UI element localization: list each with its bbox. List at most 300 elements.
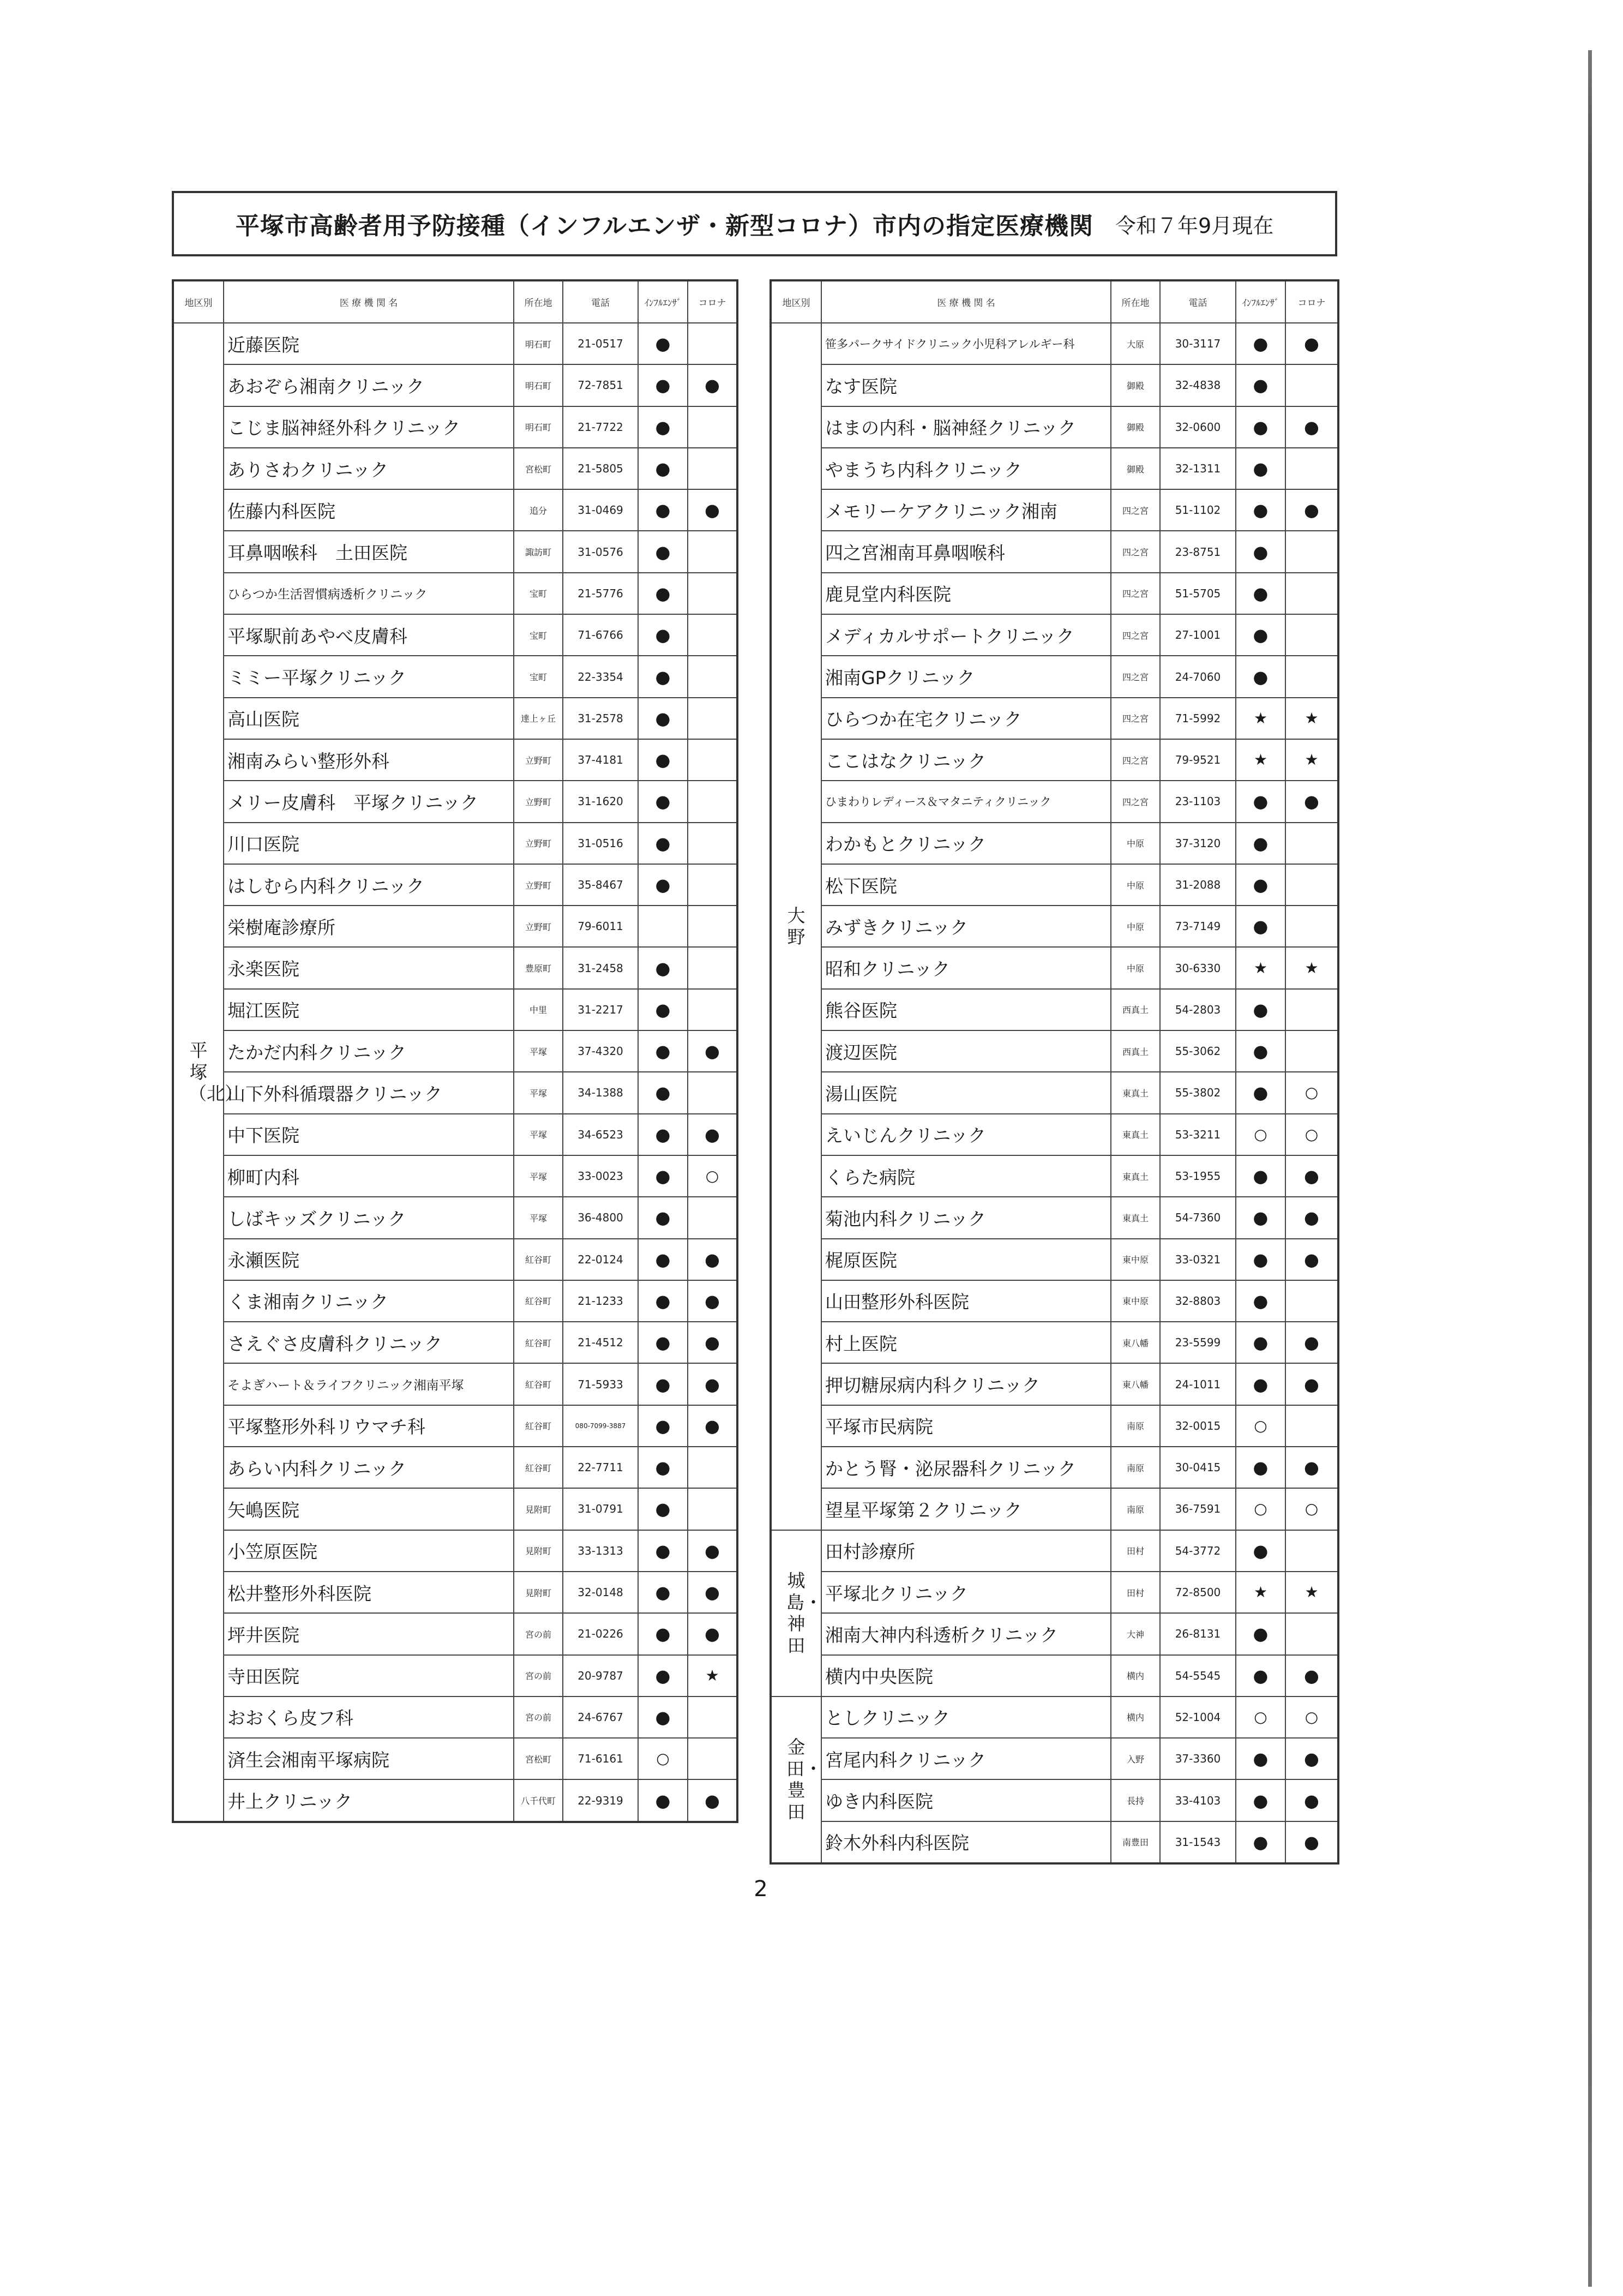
table-row (771, 864, 1338, 906)
clinic-phone: 54-5545 (1160, 1655, 1236, 1696)
flu-mark: ○ (1236, 1405, 1285, 1447)
flu-mark: ● (1236, 489, 1285, 531)
clinic-phone: 72-7851 (563, 364, 638, 406)
clinic-address: 宝町 (514, 656, 563, 697)
flu-mark: ● (638, 448, 688, 489)
clinic-phone: 27-1001 (1160, 614, 1236, 656)
covid-mark: ● (688, 1613, 737, 1654)
covid-mark (1285, 823, 1338, 864)
clinic-phone: 31-0516 (563, 823, 638, 864)
flu-mark: ★ (1236, 739, 1285, 781)
covid-mark: ★ (1285, 1572, 1338, 1613)
table-row (173, 406, 737, 448)
clinic-phone: 36-4800 (563, 1197, 638, 1238)
table-row (173, 1239, 737, 1280)
table-row (771, 1655, 1338, 1696)
clinic-address: 田村 (1111, 1530, 1160, 1572)
covid-mark (1285, 1405, 1338, 1447)
covid-mark: ● (1285, 406, 1338, 448)
clinic-name: 川口医院 (224, 823, 514, 864)
header-flu: ｲﾝﾌﾙｴﾝｻﾞ (1236, 280, 1285, 323)
flu-mark: ● (638, 989, 688, 1030)
flu-mark: ● (638, 1030, 688, 1072)
clinic-address: 見附町 (514, 1572, 563, 1613)
flu-mark: ● (1236, 1738, 1285, 1779)
flu-mark: ● (1236, 1447, 1285, 1488)
clinic-phone: 35-8467 (563, 864, 638, 906)
clinic-phone: 33-0023 (563, 1155, 638, 1197)
clinic-phone: 34-6523 (563, 1114, 638, 1155)
clinic-name: えいじんクリニック (821, 1114, 1111, 1155)
covid-mark: ● (1285, 1363, 1338, 1405)
covid-mark (1285, 614, 1338, 656)
clinic-phone: 52-1004 (1160, 1696, 1236, 1738)
region-cell (771, 323, 821, 1530)
clinic-phone: 53-3211 (1160, 1114, 1236, 1155)
right-clinic-table (770, 279, 1339, 1865)
flu-mark: ● (638, 698, 688, 739)
covid-mark (1285, 1280, 1338, 1322)
table-row (771, 1322, 1338, 1363)
covid-mark (688, 698, 737, 739)
flu-mark: ● (1236, 1821, 1285, 1863)
clinic-phone: 22-3354 (563, 656, 638, 697)
clinic-address: 立野町 (514, 823, 563, 864)
region-cell (173, 323, 243, 1822)
clinic-name: 済生会湘南平塚病院 (224, 1738, 514, 1779)
table-row (771, 823, 1338, 864)
table-row (173, 364, 737, 406)
table-row (771, 781, 1338, 822)
clinic-address: 東八幡 (1111, 1322, 1160, 1363)
covid-mark (1285, 1613, 1338, 1654)
table-row (771, 906, 1338, 947)
flu-mark: ★ (1236, 1572, 1285, 1613)
table-row (173, 1613, 737, 1654)
covid-mark: ○ (1285, 1696, 1338, 1738)
clinic-name: くらた病院 (821, 1155, 1111, 1197)
clinic-phone: 31-0469 (563, 489, 638, 531)
clinic-name: ひらつか在宅クリニック (821, 698, 1111, 739)
clinic-phone: 31-1543 (1160, 1821, 1236, 1863)
clinic-name: 鈴木外科内科医院 (821, 1821, 1111, 1863)
clinic-phone: 31-0791 (563, 1488, 638, 1530)
covid-mark: ● (688, 1280, 737, 1322)
table-row (771, 989, 1338, 1030)
covid-mark (688, 1072, 737, 1113)
table-row (771, 1696, 1338, 1738)
clinic-name: くま湘南クリニック (224, 1280, 514, 1322)
covid-mark: ● (1285, 1655, 1338, 1696)
clinic-address: 南原 (1111, 1405, 1160, 1447)
clinic-name: 永瀬医院 (224, 1239, 514, 1280)
clinic-phone: 37-4320 (563, 1030, 638, 1072)
clinic-address: 追分 (514, 489, 563, 531)
clinic-address: 東中原 (1111, 1280, 1160, 1322)
clinic-phone: 54-2803 (1160, 989, 1236, 1030)
clinic-name: 渡辺医院 (821, 1030, 1111, 1072)
flu-mark: ● (1236, 656, 1285, 697)
covid-mark: ● (688, 1114, 737, 1155)
clinic-name: ミミー平塚クリニック (224, 656, 514, 697)
table-row (173, 1655, 737, 1696)
clinic-name: 湘南大神内科透析クリニック (821, 1613, 1111, 1654)
covid-mark (688, 864, 737, 906)
flu-mark: ● (1236, 406, 1285, 448)
clinic-name: 松井整形外科医院 (224, 1572, 514, 1613)
clinic-phone: 21-4512 (563, 1322, 638, 1363)
covid-mark (688, 1488, 737, 1530)
clinic-address: 平塚 (514, 1030, 563, 1072)
clinic-phone: 24-6767 (563, 1696, 638, 1738)
table-row (771, 1405, 1338, 1447)
covid-mark: ● (1285, 1155, 1338, 1197)
flu-mark: ● (1236, 1363, 1285, 1405)
clinic-address: 大神 (1111, 1613, 1160, 1654)
flu-mark: ● (1236, 1155, 1285, 1197)
clinic-address: 四之宮 (1111, 781, 1160, 822)
clinic-phone: 71-6766 (563, 614, 638, 656)
clinic-phone: 23-5599 (1160, 1322, 1236, 1363)
header-tel: 電話 (563, 280, 638, 323)
clinic-address: 平塚 (514, 1114, 563, 1155)
table-row (771, 1572, 1338, 1613)
covid-mark (688, 989, 737, 1030)
clinic-phone: 37-3120 (1160, 823, 1236, 864)
table-row (173, 1114, 737, 1155)
table-row (771, 1239, 1338, 1280)
clinic-name: はしむら内科クリニック (224, 864, 514, 906)
table-row (771, 573, 1338, 614)
table-row (771, 1280, 1338, 1322)
clinic-address: 明石町 (514, 406, 563, 448)
clinic-phone: 24-7060 (1160, 656, 1236, 697)
table-row (771, 1738, 1338, 1779)
clinic-phone: 55-3062 (1160, 1030, 1236, 1072)
flu-mark: ● (1236, 864, 1285, 906)
covid-mark: ○ (688, 1155, 737, 1197)
clinic-address: 大原 (1111, 323, 1160, 364)
clinic-address: 中原 (1111, 864, 1160, 906)
clinic-address: 立野町 (514, 739, 563, 781)
clinic-phone: 31-2458 (563, 947, 638, 988)
clinic-phone: 37-4181 (563, 739, 638, 781)
clinic-name: 湘南GPクリニック (821, 656, 1111, 697)
clinic-name: 押切糖尿病内科クリニック (821, 1363, 1111, 1405)
clinic-name: ありさわクリニック (224, 448, 514, 489)
clinic-name: 寺田医院 (224, 1655, 514, 1696)
clinic-phone: 32-0148 (563, 1572, 638, 1613)
table-row (173, 1030, 737, 1072)
flu-mark: ● (1236, 1613, 1285, 1654)
covid-mark: ● (688, 1530, 737, 1572)
clinic-address: 入野 (1111, 1738, 1160, 1779)
clinic-name: しばキッズクリニック (224, 1197, 514, 1238)
clinic-name: メリー皮膚科 平塚クリニック (224, 781, 514, 822)
clinic-name: 小笠原医院 (224, 1530, 514, 1572)
clinic-name: 横内中央医院 (821, 1655, 1111, 1696)
covid-mark: ● (1285, 1821, 1338, 1863)
flu-mark: ● (1236, 906, 1285, 947)
clinic-phone: 55-3802 (1160, 1072, 1236, 1113)
clinic-address: 宮松町 (514, 1738, 563, 1779)
clinic-name: ゆき内科医院 (821, 1779, 1111, 1821)
flu-mark: ● (1236, 1779, 1285, 1821)
clinic-name: 近藤医院 (224, 323, 514, 364)
clinic-name: たかだ内科クリニック (224, 1030, 514, 1072)
flu-mark: ● (1236, 1072, 1285, 1113)
table-row (173, 1572, 737, 1613)
table-row (771, 323, 1338, 364)
clinic-address: 平塚 (514, 1155, 563, 1197)
clinic-name: 坪井医院 (224, 1613, 514, 1654)
flu-mark: ● (638, 406, 688, 448)
clinic-phone: 72-8500 (1160, 1572, 1236, 1613)
flu-mark: ● (638, 1280, 688, 1322)
flu-mark: ● (1236, 1239, 1285, 1280)
table-row (771, 531, 1338, 572)
flu-mark: ● (1236, 614, 1285, 656)
flu-mark: ● (1236, 823, 1285, 864)
clinic-name: かとう腎・泌尿器科クリニック (821, 1447, 1111, 1488)
covid-mark: ● (688, 1779, 737, 1821)
clinic-phone: 33-0321 (1160, 1239, 1236, 1280)
table-row (173, 1155, 737, 1197)
table-row (173, 1280, 737, 1322)
clinic-address: 四之宮 (1111, 739, 1160, 781)
covid-mark (1285, 989, 1338, 1030)
clinic-name: 井上クリニック (224, 1779, 514, 1821)
clinic-address: 西真土 (1111, 1030, 1160, 1072)
table-row (173, 739, 737, 781)
region-cell (771, 1696, 821, 1863)
flu-mark: ● (638, 1655, 688, 1696)
clinic-phone: 23-1103 (1160, 781, 1236, 822)
clinic-phone: 73-7149 (1160, 906, 1236, 947)
clinic-address: 紅谷町 (514, 1239, 563, 1280)
clinic-phone: 21-5805 (563, 448, 638, 489)
clinic-address: 諏訪町 (514, 531, 563, 572)
table-row (771, 1613, 1338, 1654)
covid-mark: ● (1285, 1239, 1338, 1280)
covid-mark: ● (688, 489, 737, 531)
covid-mark (688, 406, 737, 448)
covid-mark (688, 323, 737, 364)
clinic-phone: 32-8803 (1160, 1280, 1236, 1322)
page-number: 2 (754, 1877, 768, 1902)
clinic-name: 堀江医院 (224, 989, 514, 1030)
flu-mark: ● (638, 614, 688, 656)
clinic-address: 四之宮 (1111, 489, 1160, 531)
clinic-phone: 21-1233 (563, 1280, 638, 1322)
covid-mark: ● (1285, 1322, 1338, 1363)
covid-mark (688, 531, 737, 572)
clinic-phone: 21-0226 (563, 1613, 638, 1654)
table-row (771, 1363, 1338, 1405)
document-title (172, 191, 1337, 256)
clinic-phone: 21-5776 (563, 573, 638, 614)
clinic-name: こじま脳神経外科クリニック (224, 406, 514, 448)
table-row (771, 406, 1338, 448)
covid-mark (1285, 656, 1338, 697)
clinic-name: 梶原医院 (821, 1239, 1111, 1280)
clinic-address: 紅谷町 (514, 1363, 563, 1405)
flu-mark: ● (638, 1405, 688, 1447)
covid-mark (1285, 531, 1338, 572)
clinic-address: 中里 (514, 989, 563, 1030)
table-row (173, 1405, 737, 1447)
flu-mark: ● (638, 1696, 688, 1738)
clinic-address: 立野町 (514, 864, 563, 906)
clinic-name: 矢嶋医院 (224, 1488, 514, 1530)
table-row (173, 906, 737, 947)
table-row (173, 1363, 737, 1405)
flu-mark: ● (638, 1572, 688, 1613)
table-row (771, 1779, 1338, 1821)
clinic-name: みずきクリニック (821, 906, 1111, 947)
table-row (173, 698, 737, 739)
table-row (173, 656, 737, 697)
table-row (771, 1072, 1338, 1113)
header-name: 医 療 機 関 名 (821, 280, 1111, 323)
covid-mark (1285, 364, 1338, 406)
covid-mark: ○ (1285, 1114, 1338, 1155)
clinic-phone: 33-4103 (1160, 1779, 1236, 1821)
clinic-address: 達上ヶ丘 (514, 698, 563, 739)
table-header-row (771, 280, 1338, 323)
clinic-phone: 71-5933 (563, 1363, 638, 1405)
table-row (771, 364, 1338, 406)
clinic-phone: 24-1011 (1160, 1363, 1236, 1405)
flu-mark: ● (1236, 1530, 1285, 1572)
clinic-address: 御殿 (1111, 364, 1160, 406)
clinic-address: 四之宮 (1111, 656, 1160, 697)
flu-mark: ● (1236, 1197, 1285, 1238)
clinic-address: 宮の前 (514, 1613, 563, 1654)
table-row (173, 1779, 737, 1821)
flu-mark: ● (638, 864, 688, 906)
clinic-name: 松下医院 (821, 864, 1111, 906)
covid-mark (688, 614, 737, 656)
clinic-address: 東真土 (1111, 1072, 1160, 1113)
table-row (173, 947, 737, 988)
flu-mark: ● (1236, 448, 1285, 489)
table-row (173, 573, 737, 614)
flu-mark: ○ (1236, 1114, 1285, 1155)
clinic-address: 東真土 (1111, 1155, 1160, 1197)
clinic-address: 東真土 (1111, 1197, 1160, 1238)
covid-mark: ★ (688, 1655, 737, 1696)
flu-mark: ● (1236, 573, 1285, 614)
covid-mark: ○ (1285, 1072, 1338, 1113)
clinic-address: 中原 (1111, 947, 1160, 988)
clinic-phone: 080-7099-3887 (563, 1405, 638, 1447)
covid-mark: ● (688, 1405, 737, 1447)
clinic-address: 紅谷町 (514, 1447, 563, 1488)
clinic-phone: 37-3360 (1160, 1738, 1236, 1779)
table-row (173, 1322, 737, 1363)
covid-mark: ● (688, 1572, 737, 1613)
table-row (173, 531, 737, 572)
clinic-address: 八千代町 (514, 1779, 563, 1821)
clinic-address: 横内 (1111, 1696, 1160, 1738)
table-row (771, 1488, 1338, 1530)
header-region: 地区別 (173, 280, 224, 323)
clinic-name: 笹多パークサイドクリニック小児科アレルギー科 (821, 323, 1111, 364)
table-row (771, 1447, 1338, 1488)
clinic-name: ひらつか生活習慣病透析クリニック (224, 573, 514, 614)
table-row (173, 1072, 737, 1113)
flu-mark: ★ (1236, 698, 1285, 739)
table-row (173, 781, 737, 822)
covid-mark (688, 1447, 737, 1488)
covid-mark: ★ (1285, 947, 1338, 988)
table-row (771, 1030, 1338, 1072)
table-row (173, 614, 737, 656)
table-row (173, 864, 737, 906)
clinic-phone: 32-1311 (1160, 448, 1236, 489)
clinic-name: 山田整形外科医院 (821, 1280, 1111, 1322)
clinic-address: 宮の前 (514, 1655, 563, 1696)
flu-mark: ● (638, 1072, 688, 1113)
clinic-address: 豊原町 (514, 947, 563, 988)
flu-mark: ● (1236, 1030, 1285, 1072)
clinic-address: 明石町 (514, 364, 563, 406)
table-row (771, 614, 1338, 656)
flu-mark: ● (1236, 364, 1285, 406)
flu-mark: ● (638, 1239, 688, 1280)
clinic-address: 東八幡 (1111, 1363, 1160, 1405)
flu-mark: ● (638, 1322, 688, 1363)
header-flu: ｲﾝﾌﾙｴﾝｻﾞ (638, 280, 688, 323)
clinic-phone: 22-9319 (563, 1779, 638, 1821)
clinic-phone: 79-6011 (563, 906, 638, 947)
flu-mark: ● (638, 947, 688, 988)
clinic-address: 見附町 (514, 1530, 563, 1572)
clinic-phone: 30-0415 (1160, 1447, 1236, 1488)
clinic-address: 横内 (1111, 1655, 1160, 1696)
clinic-phone: 21-7722 (563, 406, 638, 448)
flu-mark: ● (1236, 1322, 1285, 1363)
clinic-name: 宮尾内科クリニック (821, 1738, 1111, 1779)
clinic-phone: 22-0124 (563, 1239, 638, 1280)
clinic-address: 東中原 (1111, 1239, 1160, 1280)
flu-mark: ● (638, 1197, 688, 1238)
covid-mark (688, 906, 737, 947)
covid-mark (1285, 448, 1338, 489)
clinic-address: 四之宮 (1111, 573, 1160, 614)
clinic-name: あらい内科クリニック (224, 1447, 514, 1488)
clinic-phone: 26-8131 (1160, 1613, 1236, 1654)
clinic-name: やまうち内科クリニック (821, 448, 1111, 489)
flu-mark: ● (638, 1447, 688, 1488)
header-region: 地区別 (771, 280, 821, 323)
clinic-address: 平塚 (514, 1072, 563, 1113)
clinic-address: 紅谷町 (514, 1280, 563, 1322)
flu-mark: ● (1236, 323, 1285, 364)
left-clinic-table (172, 279, 738, 1823)
flu-mark: ● (638, 323, 688, 364)
flu-mark: ○ (1236, 1696, 1285, 1738)
flu-mark: ● (638, 1488, 688, 1530)
clinic-address: 宮の前 (514, 1696, 563, 1738)
covid-mark: ● (1285, 323, 1338, 364)
covid-mark (688, 781, 737, 822)
flu-mark: ● (638, 364, 688, 406)
covid-mark (1285, 1030, 1338, 1072)
clinic-address: 宮松町 (514, 448, 563, 489)
clinic-address: 中原 (1111, 823, 1160, 864)
